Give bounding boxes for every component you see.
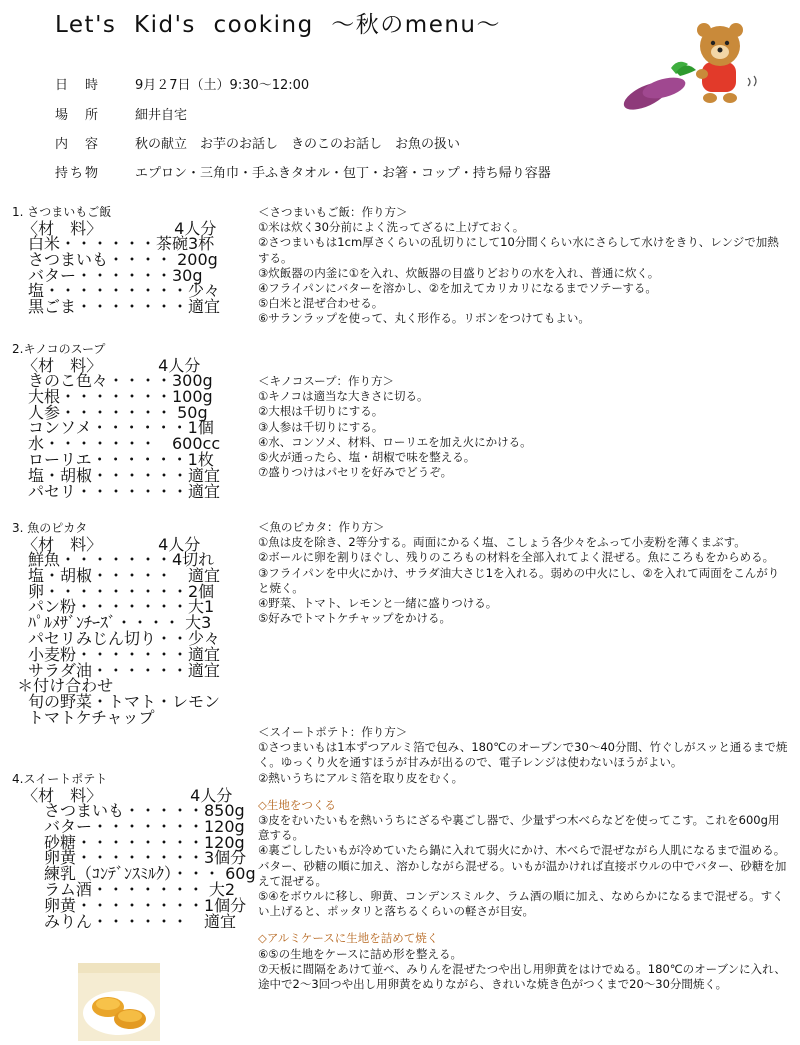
step-line: ②熱いうちにアルミ箔を取り皮をむく。 — [258, 770, 464, 785]
step-line: ⑥サランラップを使って、丸く形作る。リボンをつけてもよい。 — [258, 311, 590, 326]
recipe-title: 1. さつまいもご飯 — [12, 205, 112, 219]
ingredient-line: さつまいも・・・・ 200g — [12, 249, 218, 269]
ingredient-line: 塩・・・・・・・・・少々 — [12, 281, 221, 301]
steps-header: ＜キノコスープ：作り方＞ — [258, 374, 395, 388]
ingredient-header: 〈材 料〉 4人分 — [12, 356, 201, 375]
info-value: 細井自宅 — [135, 108, 188, 123]
recipe-title: 4.スイートポテト — [12, 772, 108, 786]
ingredient-line: 練乳（ｺﾝﾃﾞﾝｽﾐﾙｸ）・・・ 60g — [12, 864, 256, 884]
bear-with-sweet-potato-icon — [616, 18, 766, 118]
ingredient-line: 黒ごま・・・・・・・適宜 — [12, 297, 221, 317]
ingredient-line: 人参・・・・・・・ 50g — [12, 402, 208, 422]
ingredient-line: 水・・・・・・・ 600cc — [12, 434, 221, 454]
steps-header: ＜スイートポテト：作り方＞ — [258, 725, 408, 739]
step-line: ④フライパンにバターを溶かし、②を加えてカリカリになるまでソテーする。 — [258, 281, 657, 296]
step-line: ⑦天板に間隔をあけて並べ、みりんを混ぜたつや出し用卵黄をはけでぬる。180℃のオーブンに入れ、途中で2〜3回つや出し用卵黄をぬりながら、きれいな焼き色がつくまで20〜30分間焼く。 — [258, 961, 786, 992]
steps-header: ＜さつまいもご飯：作り方＞ — [258, 205, 408, 219]
info-label: 内 容 — [55, 137, 101, 152]
info-value: 9月２7日（土）9:30〜12:00 — [135, 78, 310, 93]
ingredient-line: 大根・・・・・・・100g — [12, 386, 213, 406]
ingredient-line: さつまいも・・・・・850g — [12, 801, 245, 820]
step-line: ⑤火が通ったら、塩・胡椒で味を整える。 — [258, 450, 476, 465]
ingredient-line: 鮮魚・・・・・・・4切れ — [12, 550, 215, 569]
ingredient-line: 旬の野菜・トマト・レモン — [12, 692, 221, 712]
ingredient-line: バター・・・・・・30g — [12, 265, 203, 285]
ingredient-line: 砂糖・・・・・・・・120g — [12, 832, 245, 852]
ingredient-header: 〈材 料〉 4人分 — [12, 535, 201, 554]
info-row-content — [55, 133, 460, 152]
sub-header-make-dough: ◇生地をつくる — [258, 797, 336, 812]
recipe-mushroom-soup — [12, 340, 242, 499]
step-line: ①魚は皮を除き、2等分する。両面にかるく塩、こしょう各少々をふって小麦粉を薄くまぶす。 — [258, 535, 746, 550]
recipe-title: 3. 魚のピカタ — [12, 521, 88, 535]
sweet-potato-photo — [78, 963, 160, 1041]
step-line: ③人参は千切りにする。 — [258, 419, 384, 434]
recipe-sweet-potato-dessert — [12, 770, 256, 931]
info-row-date — [55, 74, 309, 93]
step-line: ⑦盛りつけはパセリを好みでどうぞ。 — [258, 465, 453, 480]
step-line: ⑥⑤の生地をケースに詰め形を整える。 — [258, 946, 463, 961]
step-line: ④水、コンソメ、材料、ローリエを加え火にかける。 — [258, 434, 532, 449]
ingredient-line: パセリみじん切り・・少々 — [12, 628, 221, 648]
ingredient-line: パン粉・・・・・・・大1 — [12, 597, 215, 617]
ingredient-line: バター・・・・・・・120g — [12, 816, 245, 836]
step-line: ④野菜、トマト、レモンと一緒に盛りつける。 — [258, 596, 498, 611]
steps-sweet-potato-dessert — [258, 725, 790, 992]
ingredient-line: ﾊﾟﾙﾒｻﾞﾝﾁｰｽﾞ・・・・ 大3 — [12, 613, 212, 633]
info-value: 秋の献立 お芋のお話し きのこのお話し お魚の扱い — [135, 137, 461, 152]
steps-mushroom-soup — [258, 374, 790, 480]
info-label: 日 時 — [55, 78, 101, 93]
step-line: ⑤④をボウルに移し、卵黄、コンデンスミルク、ラム酒の順に加え、なめらかになるまで混ぜる。すくい上げると、ポッタリと落ちるくらいの軽さが目安。 — [258, 889, 784, 919]
ingredient-line: 卵黄・・・・・・・・3個分 — [12, 848, 247, 868]
ingredient-header: 〈材 料〉 4人分 — [12, 219, 217, 238]
info-row-items — [55, 162, 551, 181]
ingredient-line: みりん・・・・・・ 適宜 — [12, 911, 237, 931]
ingredient-line: パセリ・・・・・・・適宜 — [12, 481, 221, 501]
step-line: ④裏ごししたいもが冷めていたら鍋に入れて弱火にかけ、木べらで混ぜながら人肌になるまで温める。バター、砂糖の順に加え、溶かしながら混ぜる。いもが温かければ直接ボウルの中でバター、砂糖を加えて混ぜる。 — [258, 843, 787, 888]
ingredient-line: 卵・・・・・・・・・2個 — [12, 581, 215, 601]
ingredient-line: 小麦粉・・・・・・・適宜 — [12, 644, 221, 664]
step-line: ③フライパンを中火にかけ、サラダ油大さじ1を入れる。弱めの中火にし、②を入れて両面をこんがりと焼く。 — [258, 565, 780, 595]
step-line: ③炊飯器の内釜に①を入れ、炊飯器の目盛りどおりの水を入れ、普通に炊く。 — [258, 265, 660, 280]
step-line: ②大根は千切りにする。 — [258, 404, 384, 419]
ingredient-line: サラダ油・・・・・・適宜 — [12, 660, 220, 680]
page-title: Let's Kid's cooking 〜秋のmenu〜 — [55, 12, 502, 38]
ingredient-line: 塩・胡椒・・・・・・適宜 — [12, 465, 221, 485]
ingredient-line: トマトケチャップ — [12, 707, 155, 727]
ingredient-line: 白米・・・・・・茶碗3杯 — [12, 234, 215, 253]
ingredient-line: きのこ色々・・・・300g — [12, 371, 213, 390]
recipe-title: 2.キノコのスープ — [12, 342, 106, 356]
step-line: ②さつまいもは1cm厚さくらいの乱切りにして10分間くらい水にさらして水けをきり、レンジで加熱する。 — [258, 235, 779, 265]
step-line: ⑤白米と混ぜ合わせる。 — [258, 296, 384, 311]
info-label: 場 所 — [55, 108, 101, 123]
steps-header: ＜魚のピカタ：作り方＞ — [258, 520, 385, 534]
ingredient-line: ラム酒・・・・・・・ 大2 — [12, 879, 236, 899]
step-line: ①さつまいもは1本ずつアルミ箔で包み、180℃のオーブンで30〜40分間、竹ぐしがスッと通るまで焼く。ゆっくり火を通すほうが甘みが出るので、電子レンジは使わないほうがよい。 — [258, 740, 788, 770]
step-line: ①米は炊く30分前によく洗ってざるに上げておく。 — [258, 220, 525, 235]
step-line: ①キノコは適当な大きさに切る。 — [258, 389, 429, 404]
info-row-place — [55, 104, 187, 123]
ingredient-line: 卵黄・・・・・・・・1個分 — [12, 895, 247, 915]
step-line: ③皮をむいたいもを熱いうちにざるや裏ごし器で、少量ずつ木べらなどを使ってこす。これを600g用意する。 — [258, 813, 780, 843]
ingredient-line: 塩・胡椒・・・・・ 適宜 — [12, 565, 221, 585]
ingredient-line: ＊付け合わせ — [12, 676, 114, 696]
ingredient-line: コンソメ・・・・・・1個 — [12, 418, 214, 438]
ingredient-line: ローリエ・・・・・・1枚 — [12, 449, 214, 469]
recipe-fish-piccata — [12, 519, 242, 726]
sub-header-fill-and-bake: ◇アルミケースに生地を詰めて焼く — [258, 931, 439, 946]
info-label: 持ち物 — [55, 166, 101, 181]
info-value: エプロン・三角巾・手ふきタオル・包丁・お箸・コップ・持ち帰り容器 — [135, 166, 551, 181]
ingredient-header: 〈材 料〉 4人分 — [12, 786, 233, 805]
step-line: ⑤好みでトマトケチャップをかける。 — [258, 611, 452, 626]
step-line: ②ボールに卵を割りほぐし、残りのころもの材料を全部入れてよく混ぜる。魚にころもをからめる。 — [258, 550, 775, 565]
recipe-sweet-potato-rice — [12, 203, 242, 315]
steps-fish-piccata — [258, 520, 790, 626]
steps-sweet-potato-rice — [258, 205, 790, 327]
